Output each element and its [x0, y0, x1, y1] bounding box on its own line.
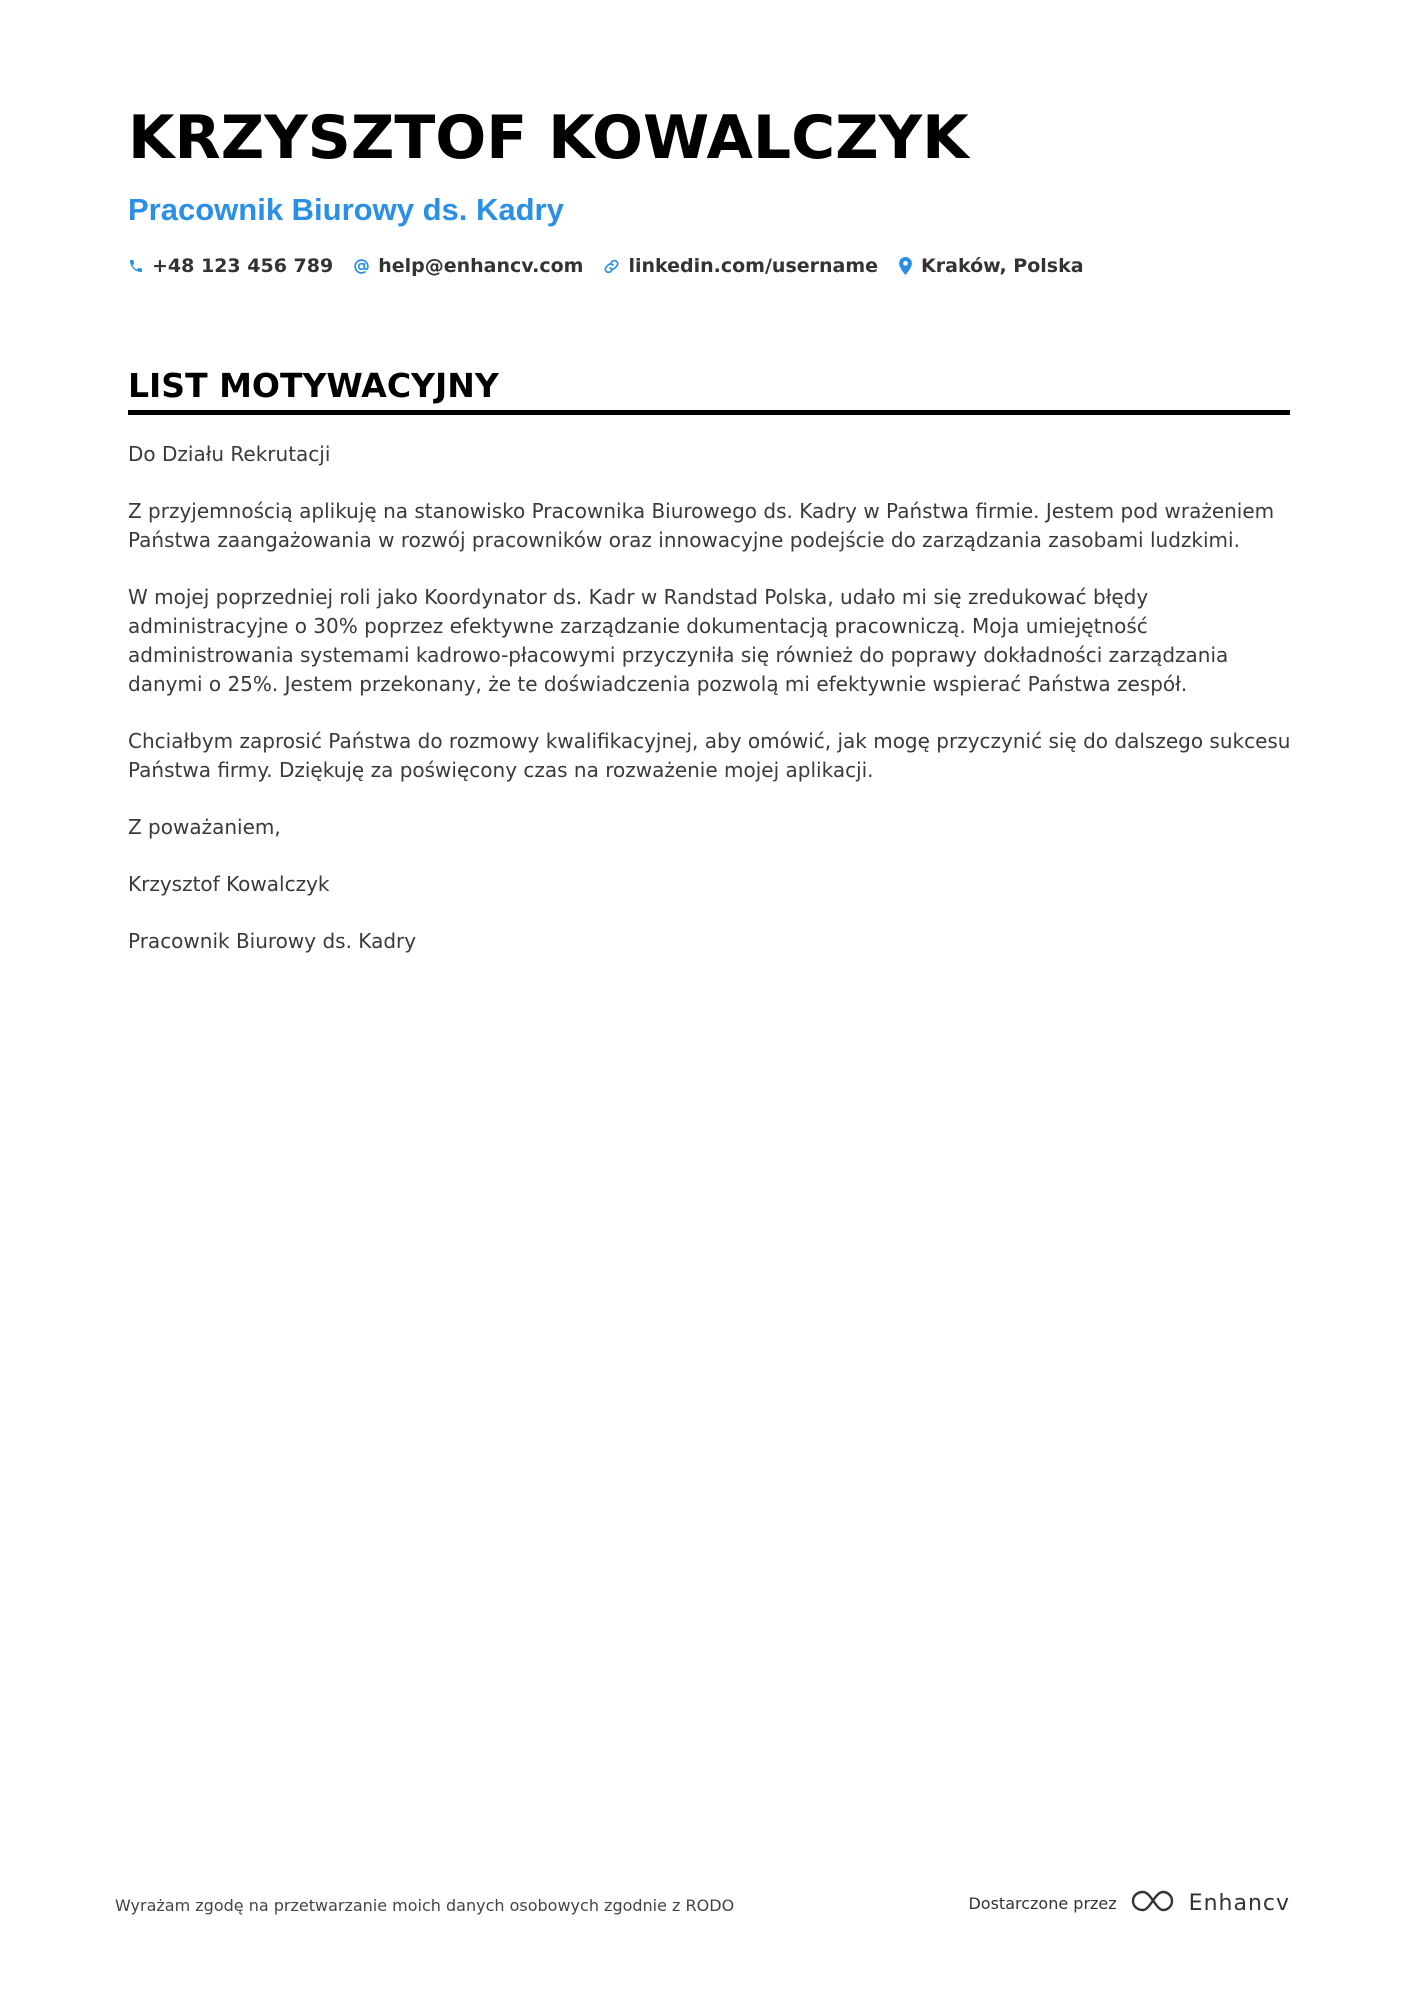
contact-location: [898, 255, 1084, 277]
contact-location-text: Kraków, Polska: [921, 255, 1084, 277]
letter-closing: Z poważaniem,: [128, 815, 281, 839]
contact-phone-text: +48 123 456 789: [152, 255, 334, 277]
signature-title: Pracownik Biurowy ds. Kadry: [128, 929, 417, 953]
job-title: Pracownik Biurowy ds. Kadry: [128, 192, 564, 227]
at-icon: [353, 258, 370, 275]
contact-linkedin-text: linkedin.com/username: [628, 255, 879, 277]
candidate-name: KRZYSZTOF KOWALCZYK: [128, 103, 969, 173]
link-icon: [603, 258, 620, 275]
letter-paragraph-2: W mojej poprzedniej roli jako Koordynator ds. Kadr w Randstad Polska, udało mi się zredukować błędy administracyjne o 30% poprzez efektywne zarządzanie dokumentacją pracowniczą. Moja umiejętność administrowania systemami kadrowo-płacowymi przyczyniła się również do poprawy dokładności zarządzania danymi o 25%. Jestem przekonany, że te doświadczenia pozwolą mi efektywnie wspierać Państwa zespół.: [128, 585, 1229, 696]
contact-email-text: help@enhancv.com: [378, 255, 584, 277]
powered-by[interactable]: [968, 1888, 1290, 1918]
section-title: LIST MOTYWACYJNY: [128, 366, 499, 405]
letter-paragraph-1: Z przyjemnością aplikuję na stanowisko Pracownika Biurowego ds. Kadry w Państwa firmie. Jestem pod wrażeniem Państwa zaangażowania w rozwój pracowników oraz innowacyjne podejście do zarządzania zasobami ludzkimi.: [128, 499, 1275, 552]
section-divider: [128, 410, 1290, 415]
gdpr-consent-note: Wyrażam zgodę na przetwarzanie moich danych osobowych zgodnie z RODO: [115, 1896, 735, 1915]
enhancv-logo-icon: [1129, 1888, 1177, 1918]
phone-icon: [128, 258, 144, 274]
brand-name: Enhancv: [1188, 1890, 1290, 1916]
contact-email[interactable]: [353, 255, 583, 277]
signature-name: Krzysztof Kowalczyk: [128, 872, 330, 896]
contact-bar: [128, 255, 1084, 277]
letter-paragraph-3: Chciałbym zaprosić Państwa do rozmowy kwalifikacyjnej, aby omówić, jak mogę przyczynić się do dalszego sukcesu Państwa firmy. Dziękuję za poświęcony czas na rozważenie mojej aplikacji.: [128, 729, 1291, 782]
contact-linkedin[interactable]: [603, 255, 878, 277]
letter-greeting: Do Działu Rekrutacji: [128, 442, 331, 466]
letter-body: [128, 440, 1298, 984]
powered-by-label: Dostarczone przez: [968, 1893, 1117, 1913]
location-pin-icon: [898, 257, 913, 275]
contact-phone[interactable]: [128, 255, 333, 277]
